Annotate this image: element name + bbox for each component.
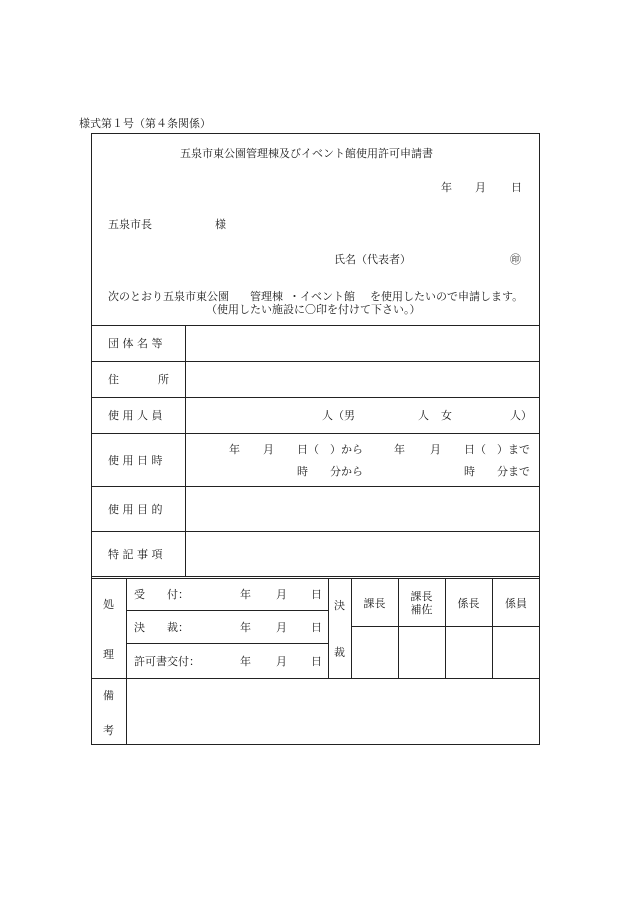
facility-event-hall: イベント館 [300,290,355,303]
decided-year: 年 [240,621,251,634]
processing-label-bottom: 理 [103,648,114,661]
date-day-label: 日 [511,181,522,194]
remarks-label-bottom: 考 [103,724,114,737]
start-year: 年 [229,443,240,456]
divider [126,610,328,611]
facility-separator: ・ [289,290,300,303]
permit-month: 月 [276,655,287,668]
end-until: ）まで [497,443,530,456]
role-subsection-chief: 係長 [457,597,480,610]
start-hour: 時 [297,465,308,478]
permit-day: 日 [311,655,322,668]
received-day: 日 [311,588,322,601]
users-unit: 人 [418,409,429,422]
divider [126,643,328,644]
end-hour: 時 [464,465,475,478]
label-users: 使 用 人 員 [108,409,163,422]
decided-month: 月 [276,621,287,634]
start-day: 日（ [297,443,319,456]
start-month: 月 [263,443,274,456]
facility-management-building: 管理棟 [250,290,283,303]
approval-label-bottom: 裁 [334,646,345,659]
permit-label: 許可書交付： [134,655,200,668]
divider [492,578,493,678]
users-female: 女 [441,409,452,422]
label-address-1: 住 [108,373,119,386]
processing-label-top: 処 [103,598,114,611]
divider [91,325,540,326]
divider [351,626,540,627]
decided-day: 日 [311,621,322,634]
decided-label: 決 裁： [134,621,189,634]
label-purpose: 使 用 目 的 [108,503,163,516]
users-total-male: 人（男 [322,409,355,422]
divider [91,576,540,577]
received-month: 月 [276,588,287,601]
remarks-label-top: 備 [103,689,114,702]
divider [91,678,540,679]
divider [91,433,540,434]
application-form [91,133,540,745]
divider [91,361,540,362]
divider [351,578,352,678]
role-section-chief: 課長 [363,597,386,610]
divider [91,486,540,487]
end-minute: 分まで [497,465,530,478]
label-group-name: 団 体 名 等 [108,337,163,350]
divider [126,578,127,745]
form-number: 様式第１号（第４条関係） [79,117,211,130]
role-staff: 係員 [505,597,527,610]
statement-lead: 次のとおり五泉市東公園 [108,290,229,303]
addressee-name: 五泉市長 [108,218,152,231]
statement-note: （使用したい施設に〇印を付けて下さい。） [206,303,421,316]
received-label: 受 付： [134,588,189,601]
label-address-2: 所 [158,373,169,386]
label-datetime: 使 用 日 時 [108,454,163,467]
permit-year: 年 [240,655,251,668]
form-title: 五泉市東公園管理棟及びイベント館使用許可申請書 [180,147,433,160]
approval-label-top: 決 [334,599,345,612]
start-from: ）から [330,443,363,456]
users-close: 人） [510,409,532,422]
statement-tail: を使用したいので申請します。 [370,290,524,303]
start-minute: 分から [330,465,363,478]
end-day: 日（ [464,443,486,456]
date-year-label: 年 [441,181,452,194]
divider [445,578,446,678]
end-month: 月 [430,443,441,456]
role-deputy-line1: 課長 [410,590,433,603]
label-special-notes: 特 記 事 項 [108,548,163,561]
role-deputy-line2: 補佐 [410,603,433,616]
applicant-label: 氏名（代表者） [334,253,411,266]
divider [91,578,540,579]
divider [91,397,540,398]
addressee-honorific: 様 [215,218,226,231]
divider [185,325,186,577]
end-year: 年 [394,443,405,456]
date-month-label: 月 [475,181,486,194]
received-year: 年 [240,588,251,601]
divider [328,578,329,678]
seal-mark: ㊞ [510,253,521,266]
divider [91,531,540,532]
